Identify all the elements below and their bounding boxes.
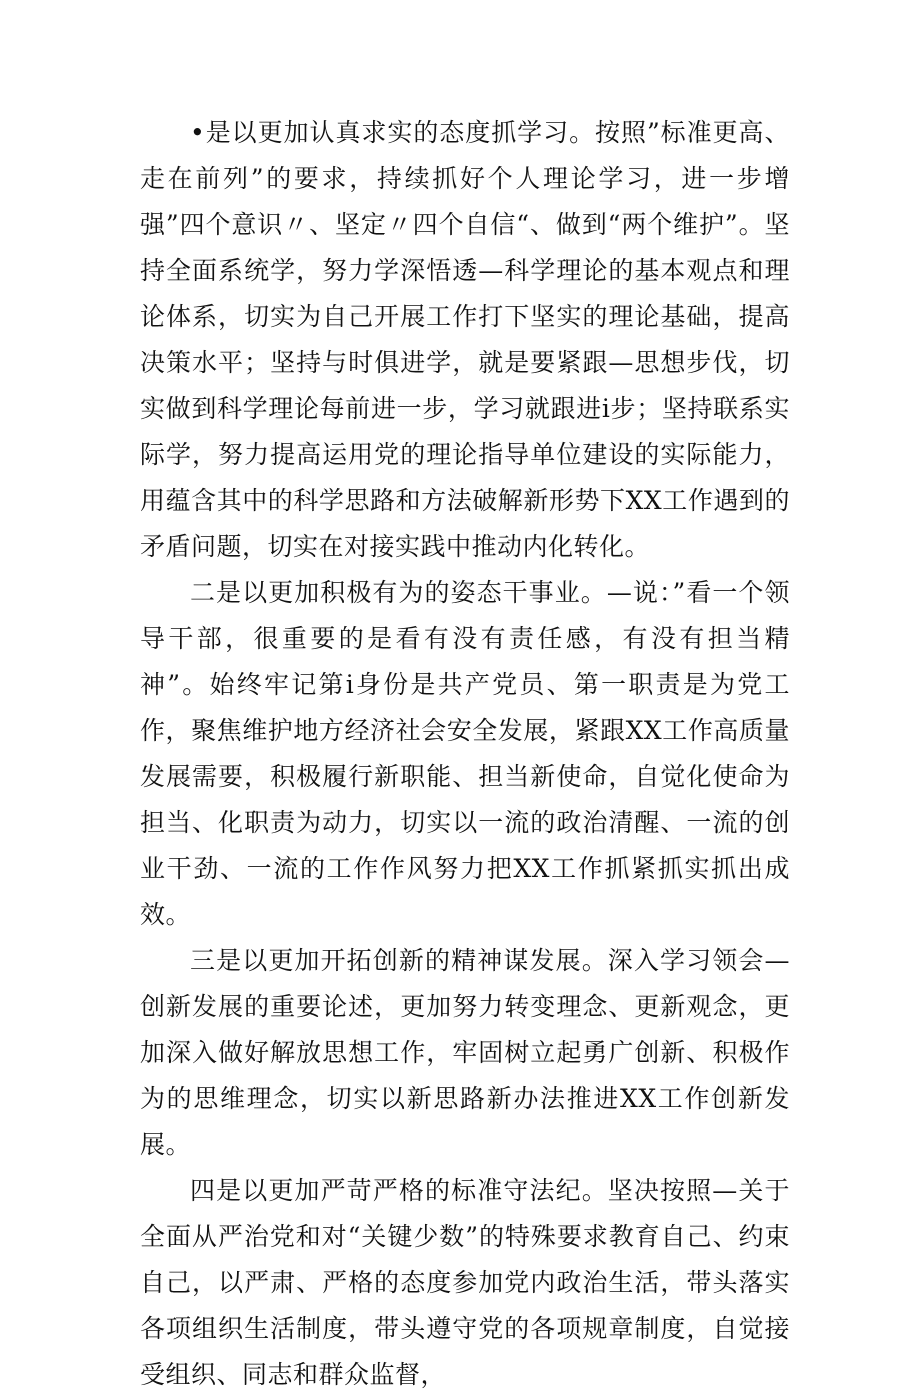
paragraph-discipline: 四是以更加严苛严格的标准守法纪。坚决按照—关于全面从严治党和对“关键少数”的特殊要求教育自己、约束自己，以严肃、严格的态度参加党内政治生活，带头落实各项组织生活制度，带头遵守党的各项规章制度，自觉接受组织、同志和群众监督， — [140, 1176, 790, 1389]
document-body — [140, 110, 790, 1398]
paragraph-study: •是以更加认真求实的态度抓学习。按照”标准更高、走在前列”的要求，持续抓好个人理论学习，进一步增强”四个意识〃、坚定〃四个自信“、做到“两个维护”。坚持全面系统学，努力学深悟透—科学理论的基本观点和理论体系，切实为自己开展工作打下坚实的理论基础，提高决策水平；坚持与时俱进学，就是要紧跟—思想步伐，切实做到科学理论每前进一步，学习就跟进i步；坚持联系实际学，努力提高运用党的理论指导单位建设的实际能力，用蕴含其中的科学思路和方法破解新形势下XX工作遇到的矛盾问题，切实在对接实践中推动内化转化。 — [140, 118, 790, 561]
paragraph-career: 二是以更加积极有为的姿态干事业。—说：”看一个领导干部，很重要的是看有没有责任感，有没有担当精神”。始终牢记第i身份是共产党员、第一职责是为党工作，聚焦维护地方经济社会安全发展，紧跟XX工作高质量发展需要，积极履行新职能、担当新使命，自觉化使命为担当、化职责为动力，切实以一流的政治清醒、一流的创业干劲、一流的工作作风努力把XX工作抓紧抓实抓出成效。 — [140, 578, 790, 929]
paragraph-innovation: 三是以更加开拓创新的精神谋发展。深入学习领会—创新发展的重要论述，更加努力转变理念、更新观念，更加深入做好解放思想工作，牢固树立起勇广创新、积极作为的思维理念，切实以新思路新办法推进XX工作创新发展。 — [140, 946, 790, 1159]
